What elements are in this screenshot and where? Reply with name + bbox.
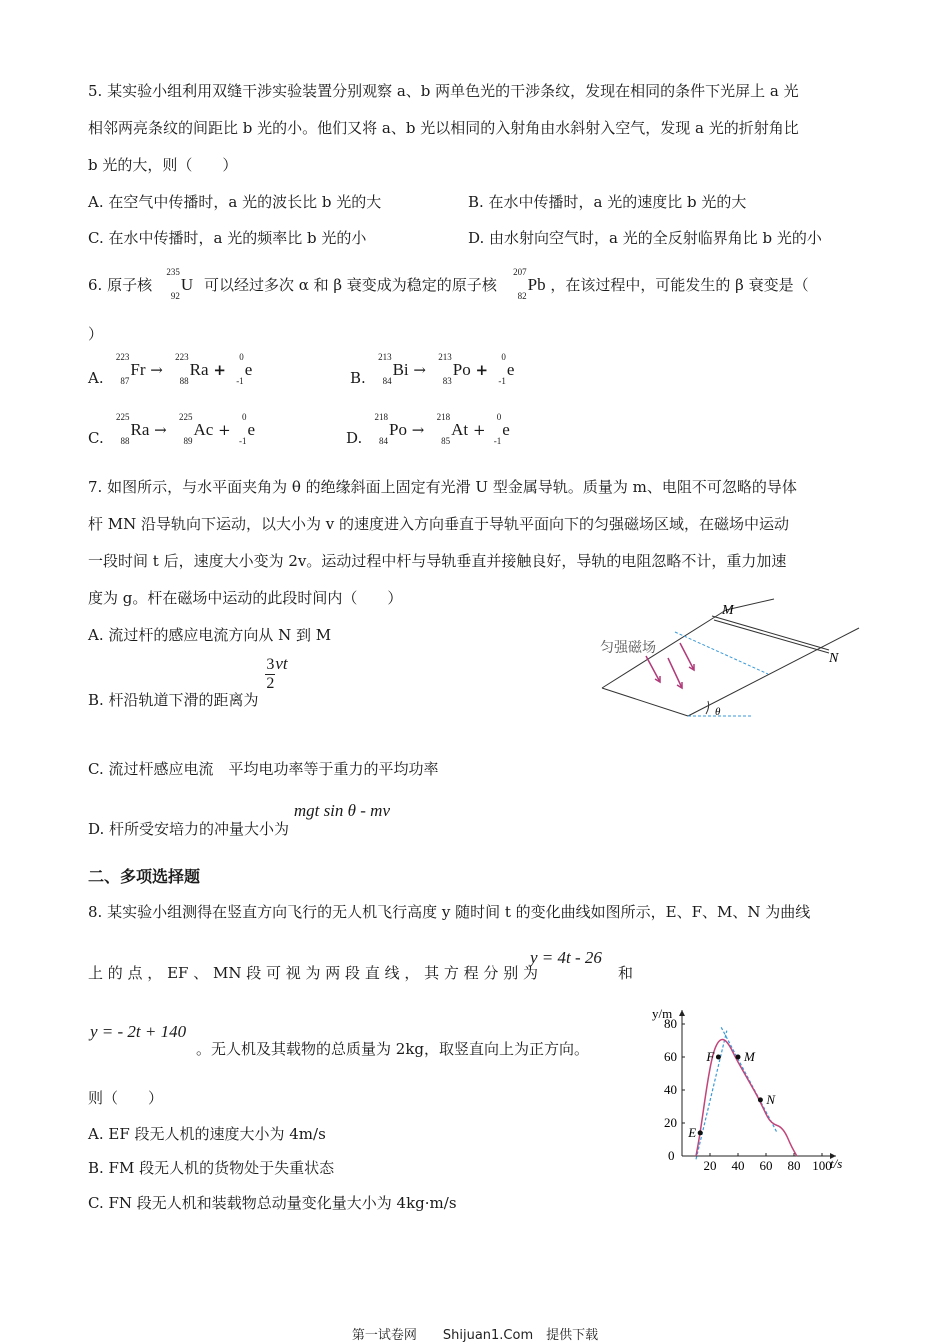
- x-tick-label: 20: [703, 1158, 717, 1173]
- point-f: [716, 1055, 721, 1060]
- point-label-m: M: [744, 1049, 755, 1064]
- q8-option-a[interactable]: A. EF 段无人机的速度大小为 4m/s: [88, 1125, 326, 1143]
- x-tick-label: 100: [812, 1158, 832, 1173]
- q8-option-c[interactable]: C. FN 段无人机和装载物总动量变化量大小为 4kg·m/s: [88, 1194, 457, 1212]
- theta-arc: [706, 701, 709, 714]
- q8-chart: [646, 988, 866, 1173]
- q6-post: ，在该过程中，可能发生的 β 衰变是（: [550, 276, 809, 294]
- q5-option-c[interactable]: C. 在水中传播时，a 光的频率比 b 光的小: [88, 229, 367, 247]
- x-tick-label: 40: [731, 1158, 745, 1173]
- nucleus-u235: 235 92 U: [166, 267, 194, 301]
- q5-option-a[interactable]: A. 在空气中传播时，a 光的波长比 b 光的大: [88, 193, 382, 211]
- rail-bottom: [602, 688, 688, 716]
- label-n: N: [829, 651, 839, 666]
- q5-option-d[interactable]: D. 由水射向空气时，a 光的全反射临界角比 b 光的小: [468, 229, 822, 247]
- q8-and: 和: [618, 964, 634, 982]
- chart-ticks: [664, 1016, 832, 1173]
- q7-line3: 一段时间 t 后，速度大小变为 2v。运动过程中杆与导轨垂直并接触良好，导轨的电阻忽略不计，重力加速: [88, 552, 787, 570]
- q7-option-c[interactable]: C. 流过杆感应电流 平均电功率等于重力的平均功率: [88, 760, 439, 778]
- q8-line3: 。无人机及其载物的总质量为 2kg，取竖直向上为正方向。: [196, 1040, 590, 1058]
- q7-line2: 杆 MN 沿导轨向下运动，以大小为 v 的速度进入方向垂直于导轨平面向下的匀强磁场区域，在磁场中运动: [88, 515, 790, 533]
- origin-label: 0: [668, 1148, 675, 1163]
- y-tick-label: 20: [664, 1115, 677, 1130]
- point-n: [758, 1097, 763, 1102]
- q5-line1: 5. 某实验小组利用双缝干涉实验装置分别观察 a、b 两单色光的干涉条纹，发现在相同的条件下光屏上 a 光: [88, 82, 799, 100]
- q6-stem: [88, 267, 809, 301]
- rod-mn: [712, 616, 829, 650]
- tangent-line: [721, 1027, 777, 1133]
- q8-eq2: y = - 2t + 140: [90, 1022, 187, 1041]
- q5-option-b[interactable]: B. 在水中传播时，a 光的速度比 b 光的大: [468, 193, 747, 211]
- q7-option-d[interactable]: D. 杆所受安培力的冲量大小为 mgt sin θ - mv: [88, 801, 390, 838]
- q6-pre: 6. 原子核: [88, 276, 153, 294]
- chart-lines: [696, 1027, 797, 1159]
- q8-line2: 上 的 点 ， EF 、 MN 段 可 视 为 两 段 直 线 ， 其 方 程 分 别 为: [88, 964, 538, 982]
- nucleus-pb207: 207 82 Pb: [513, 267, 546, 301]
- rod-mn-2: [714, 620, 829, 653]
- y-tick-label: 80: [664, 1016, 677, 1031]
- section-heading: 二、多项选择题: [88, 867, 201, 886]
- q7-option-b[interactable]: B. 杆沿轨道下滑的距离为 $\frac{3}{2}$ vt: [88, 653, 288, 709]
- q8-eq1: y = 4t - 26: [530, 948, 602, 967]
- q6-mid: 可以经过多次 α 和 β 衰变成为稳定的原子核: [203, 276, 497, 294]
- q6-close: ）: [88, 325, 104, 343]
- point-label-n: N: [766, 1091, 776, 1107]
- q5-line3: b 光的大，则（ ）: [88, 156, 238, 174]
- point-label-f: F: [706, 1049, 715, 1064]
- x-tick-label: 80: [787, 1158, 801, 1173]
- x-axis-label: t/s: [830, 1156, 843, 1171]
- label-m: M: [722, 603, 734, 618]
- q7-option-a[interactable]: A. 流过杆的感应电流方向从 N 到 M: [88, 626, 332, 644]
- q6-option-b[interactable]: B. 213 84 Bi → 213 83 Po + 0 -1 e: [350, 352, 515, 387]
- q7-line4: 度为 g。杆在磁场中运动的此段时间内（ ）: [88, 589, 403, 607]
- label-theta: θ: [715, 706, 721, 718]
- chart-axes: [652, 1006, 842, 1171]
- q6-option-a[interactable]: A. 223 87 Fr → 223 88 Ra + 0 -1 e: [88, 352, 253, 387]
- q5-stem: [88, 73, 864, 184]
- q7-rail-figure: [596, 598, 866, 723]
- x-tick-label: 60: [759, 1158, 773, 1173]
- q8-line1: 8. 某实验小组测得在竖直方向飞行的无人机飞行高度 y 随时间 t 的变化曲线如图所示，E、F、M、N 为曲线: [88, 903, 811, 921]
- rail-right: [688, 628, 859, 716]
- point-e: [698, 1130, 703, 1135]
- y-axis-arrow: [679, 1010, 685, 1016]
- y-axis-label: y/m: [652, 1006, 673, 1021]
- point-m: [736, 1055, 741, 1060]
- footer: 第一试卷网 Shijuan1.Com 提供下载: [351, 1328, 599, 1343]
- q7-stem: [88, 469, 864, 617]
- q5-line2: 相邻两亮条纹的间距比 b 光的小。他们又将 a、b 光以相同的入射角由水斜射入空气，发现 a 光的折射角比: [88, 119, 799, 137]
- y-tick-label: 40: [664, 1082, 677, 1097]
- q8-line4: 则（ ）: [88, 1089, 164, 1107]
- point-label-e: E: [688, 1124, 697, 1140]
- q6-option-d[interactable]: D. 218 84 Po → 218 85 At + 0 -1 e: [346, 412, 510, 447]
- q7-line1: 7. 如图所示，与水平面夹角为 θ 的绝缘斜面上固定有光滑 U 型金属导轨。质量为 m、电阻不可忽略的导体: [88, 478, 797, 496]
- y-tick-label: 60: [664, 1049, 677, 1064]
- label-field: 匀强磁场: [600, 640, 656, 656]
- q8-option-b[interactable]: B. FM 段无人机的货物处于失重状态: [88, 1159, 335, 1177]
- q6-option-c[interactable]: C. 225 88 Ra → 225 89 Ac + 0 -1 e: [88, 412, 256, 447]
